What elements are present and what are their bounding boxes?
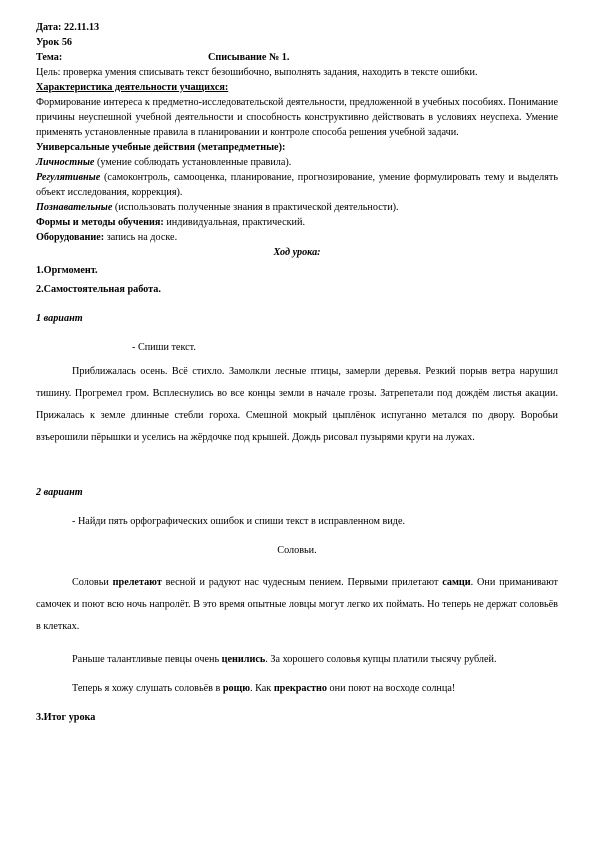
cognitive-text: (использовать полученные знания в практической деятельности). <box>112 202 399 213</box>
characteristic-text: Формирование интереса к предметно-исследовательской деятельности, предложенной в учебных пособиях. Понимание причины неуспешной учебной деятельности и способность конструктивно действовать в условиях неуспеха. Умение применять установленные правила в планировании и контроле способа решения учебной задачи. <box>36 97 558 138</box>
uud-personal <box>36 155 558 170</box>
document-page <box>36 20 558 725</box>
error-word: рощю <box>222 683 251 694</box>
p3-text-c: они поют на восходе солнца! <box>327 683 456 694</box>
variant1-text: Приближалась осень. Всё стихло. Замолкли лесные птицы, замерли деревья. Резкий порыв ветра нарушил тишину. Прогремел гром. Всплеснулись во все концы земли в начале грозы. Затрепетали под дождём листья акации. Прижалась к земле длинные стебли гороха. Смешной мокрый цыплёнок испуганно метался по двору. Воробьи взъерошили пёрышки и уселись на жёрдочке под крышей. Дождь рисовал пузырями круги на лужах. <box>36 366 558 443</box>
characteristic-heading: Характеристика деятельности учащихся: <box>36 82 229 93</box>
variant2-paragraph-3 <box>36 681 558 696</box>
error-word: прелетают <box>112 577 162 588</box>
uud-heading: Универсальные учебные действия (метапредметные): <box>36 142 286 153</box>
lesson-flow-heading: Ход урока: <box>273 247 321 258</box>
lesson-number: Урок 56 <box>36 37 73 48</box>
forms-text: индивидуальная, практический. <box>163 217 306 228</box>
error-word: самци <box>442 577 471 588</box>
equipment-line <box>36 230 558 245</box>
topic-label: Тема: <box>36 52 63 63</box>
variant2-paragraph-1 <box>36 572 558 638</box>
step-orgmoment: 1.Оргмомент. <box>36 265 98 276</box>
personal-text: (умение соблюдать установленные правила). <box>94 157 292 168</box>
topic-value: Списывание № 1. <box>208 52 290 63</box>
p1-text-c: . Они приманивают самочек и поют всю ночь напролёт. В это время опытные ловцы могут легко их поймать. Но теперь не держат соловьёв в клетках. <box>36 577 558 632</box>
uud-regulative <box>36 170 558 200</box>
variant2-paragraph-2 <box>36 652 558 667</box>
lesson-goal: Цель: проверка умения списывать текст безошибочно, выполнять задания, находить в тексте ошибки. <box>36 67 478 78</box>
cognitive-label: Познавательные <box>36 202 113 213</box>
p3-text-a: Теперь я хожу слушать соловьёв в <box>72 683 223 694</box>
personal-label: Личностные <box>36 157 95 168</box>
equipment-text: запись на доске. <box>104 232 178 243</box>
uud-cognitive <box>36 200 558 215</box>
error-word: прекрастно <box>273 683 327 694</box>
forms-label: Формы и методы обучения: <box>36 217 164 228</box>
regulative-text: (самоконтроль, самооценка, планирование, прогнозирование, умение формулировать тему и выделять объект исследования, коррекция). <box>36 172 558 198</box>
variant1-title: 1 вариант <box>36 313 83 324</box>
p1-text-a: Соловьи <box>72 577 113 588</box>
p2-text-a: Раньше талантливые певцы очень <box>72 654 222 665</box>
story-title: Соловьи. <box>277 545 317 556</box>
p1-text-b: весной и радуют нас чудесным пением. Первыми прилетают <box>161 577 443 588</box>
equipment-label: Оборудование: <box>36 232 105 243</box>
date-line: Дата: 22.11.13 <box>36 22 100 33</box>
variant1-task: - Спиши текст. <box>132 342 196 353</box>
forms-line <box>36 215 558 230</box>
step-independent-work: 2.Самостоятельная работа. <box>36 284 161 295</box>
variant2-title: 2 вариант <box>36 487 83 498</box>
topic-line <box>36 50 558 65</box>
variant2-task: - Найди пять орфографических ошибок и спиши текст в исправленном виде. <box>72 516 406 527</box>
step-summary: 3.Итог урока <box>36 712 96 723</box>
regulative-label: Регулятивные <box>36 172 101 183</box>
p2-text-b: . За хорошего соловья купцы платили тысячу рублей. <box>265 654 497 665</box>
p3-text-b: . Как <box>250 683 274 694</box>
error-word: ценились <box>221 654 266 665</box>
